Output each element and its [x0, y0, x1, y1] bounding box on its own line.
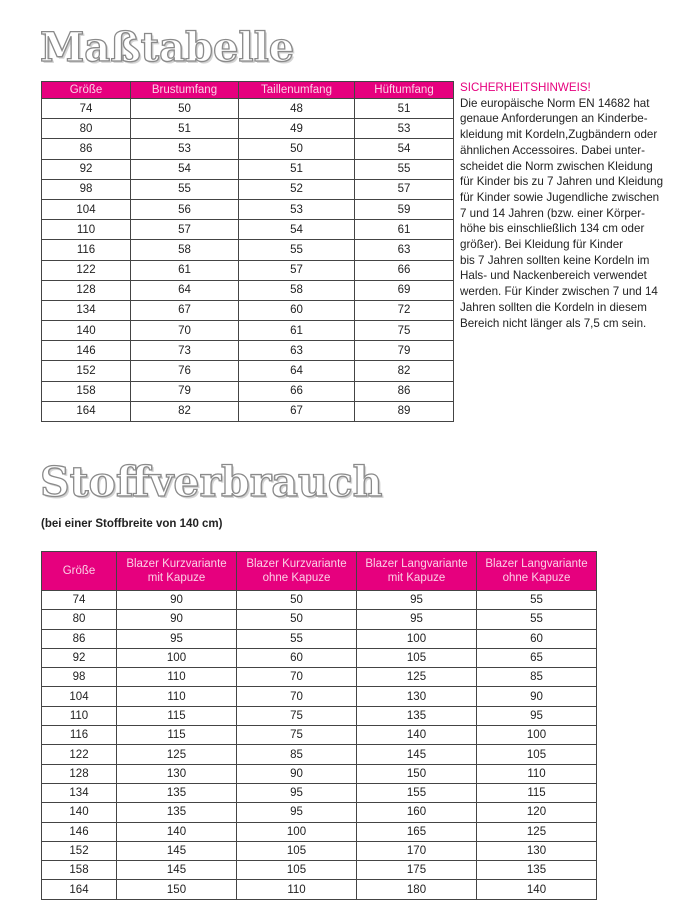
table-row	[42, 361, 454, 381]
fabric-width-note: (bei einer Stoffbreite von 140 cm)	[41, 518, 223, 530]
table-row	[42, 803, 597, 822]
table-cell: 55	[477, 591, 597, 610]
table-cell: 95	[237, 783, 357, 802]
table-cell: 50	[131, 99, 239, 119]
table-cell: 61	[131, 260, 239, 280]
table-cell: 95	[117, 629, 237, 648]
fabric-header-cell	[357, 552, 477, 591]
measure-header-cell: Brustumfang	[131, 82, 239, 99]
table-row	[42, 300, 454, 320]
table-cell: 90	[237, 764, 357, 783]
table-cell: 90	[117, 610, 237, 629]
table-cell: 140	[357, 726, 477, 745]
table-cell: 110	[117, 668, 237, 687]
table-cell: 135	[357, 706, 477, 725]
table-cell: 57	[355, 179, 454, 199]
table-cell: 48	[239, 99, 355, 119]
table-cell: 160	[357, 803, 477, 822]
table-cell: 115	[117, 706, 237, 725]
table-cell: 122	[42, 260, 131, 280]
table-cell: 82	[131, 401, 239, 421]
table-cell: 134	[42, 783, 117, 802]
header-line: Blazer Langvariante	[485, 558, 588, 570]
table-cell: 92	[42, 159, 131, 179]
fabric-usage-table-header	[42, 552, 597, 591]
table-cell: 152	[42, 361, 131, 381]
table-row	[42, 321, 454, 341]
table-cell: 164	[42, 401, 131, 421]
table-row	[42, 99, 454, 119]
table-cell: 89	[355, 401, 454, 421]
table-row	[42, 841, 597, 860]
table-cell: 57	[239, 260, 355, 280]
table-cell: 100	[477, 726, 597, 745]
table-cell: 145	[117, 861, 237, 880]
table-cell: 70	[237, 687, 357, 706]
table-cell: 158	[42, 861, 117, 880]
table-cell: 175	[357, 861, 477, 880]
table-cell: 140	[117, 822, 237, 841]
table-cell: 69	[355, 280, 454, 300]
table-cell: 57	[131, 220, 239, 240]
table-row	[42, 401, 454, 421]
table-cell: 63	[239, 341, 355, 361]
table-cell: 98	[42, 668, 117, 687]
table-cell: 52	[239, 179, 355, 199]
table-cell: 122	[42, 745, 117, 764]
safety-note-line: werden. Für Kinder zwischen 7 und 14	[460, 285, 658, 299]
table-cell: 80	[42, 610, 117, 629]
measure-header-cell: Hüftumfang	[355, 82, 454, 99]
table-row	[42, 179, 454, 199]
table-cell: 55	[355, 159, 454, 179]
table-cell: 135	[117, 803, 237, 822]
table-row	[42, 280, 454, 300]
table-row	[42, 648, 597, 667]
header-line: mit Kapuze	[387, 572, 446, 584]
table-cell: 98	[42, 179, 131, 199]
fabric-usage-table	[41, 551, 597, 900]
fabric-header-cell	[42, 552, 117, 591]
table-cell: 58	[239, 280, 355, 300]
table-cell: 110	[477, 764, 597, 783]
header-line: Größe	[62, 565, 96, 577]
table-row	[42, 591, 597, 610]
table-cell: 116	[42, 726, 117, 745]
measure-table	[41, 81, 454, 422]
table-cell: 50	[239, 139, 355, 159]
table-row	[42, 745, 597, 764]
table-cell: 146	[42, 822, 117, 841]
table-cell: 128	[42, 280, 131, 300]
table-cell: 82	[355, 361, 454, 381]
measure-header-cell: Größe	[42, 82, 131, 99]
table-cell: 135	[117, 783, 237, 802]
table-cell: 74	[42, 99, 131, 119]
table-cell: 60	[237, 648, 357, 667]
table-cell: 95	[477, 706, 597, 725]
safety-note-line: Jahren sollten die Kordeln in diesem	[460, 300, 647, 314]
table-cell: 110	[42, 706, 117, 725]
table-cell: 79	[131, 381, 239, 401]
header-line: ohne Kapuze	[502, 572, 571, 584]
table-cell: 105	[237, 861, 357, 880]
table-cell: 51	[131, 119, 239, 139]
table-cell: 125	[357, 668, 477, 687]
table-row	[42, 822, 597, 841]
table-cell: 53	[131, 139, 239, 159]
table-cell: 73	[131, 341, 239, 361]
table-cell: 64	[131, 280, 239, 300]
measure-header-cell: Taillenumfang	[239, 82, 355, 99]
table-cell: 55	[239, 240, 355, 260]
table-cell: 76	[131, 361, 239, 381]
table-cell: 75	[237, 706, 357, 725]
table-cell: 54	[355, 139, 454, 159]
measure-table-body	[42, 99, 454, 422]
table-cell: 100	[117, 648, 237, 667]
table-cell: 54	[239, 220, 355, 240]
table-cell: 164	[42, 880, 117, 899]
table-cell: 72	[355, 300, 454, 320]
safety-note	[460, 80, 675, 331]
table-cell: 116	[42, 240, 131, 260]
table-cell: 90	[117, 591, 237, 610]
safety-note-line: genaue Anforderungen an Kinderbe-	[460, 112, 648, 126]
table-cell: 135	[477, 861, 597, 880]
fabric-usage-table-body	[42, 591, 597, 900]
table-cell: 60	[477, 629, 597, 648]
table-row	[42, 240, 454, 260]
fabric-usage-heading: Stoffverbrauch	[40, 458, 383, 506]
table-cell: 155	[357, 783, 477, 802]
table-cell: 55	[237, 629, 357, 648]
table-cell: 115	[117, 726, 237, 745]
table-cell: 58	[131, 240, 239, 260]
table-cell: 158	[42, 381, 131, 401]
table-cell: 105	[477, 745, 597, 764]
table-cell: 140	[42, 321, 131, 341]
table-cell: 125	[477, 822, 597, 841]
table-cell: 50	[237, 591, 357, 610]
table-cell: 150	[357, 764, 477, 783]
table-cell: 128	[42, 764, 117, 783]
table-cell: 67	[239, 401, 355, 421]
table-cell: 79	[355, 341, 454, 361]
header-line: Blazer Langvariante	[365, 558, 468, 570]
table-cell: 51	[355, 99, 454, 119]
table-cell: 120	[477, 803, 597, 822]
table-cell: 55	[477, 610, 597, 629]
table-row	[42, 706, 597, 725]
safety-note-line: höhe bis einschließlich 134 cm oder	[460, 222, 645, 236]
safety-note-line: scheidet die Norm zwischen Kleidung	[460, 159, 653, 173]
table-cell: 150	[117, 880, 237, 899]
table-row	[42, 220, 454, 240]
table-cell: 60	[239, 300, 355, 320]
table-cell: 51	[239, 159, 355, 179]
header-line: mit Kapuze	[147, 572, 206, 584]
fabric-header-cell	[117, 552, 237, 591]
safety-note-line: Bereich nicht länger als 7,5 cm sein.	[460, 316, 647, 330]
safety-note-line: Hals- und Nackenbereich verwendet	[460, 269, 647, 283]
header-line: Blazer Kurzvariante	[246, 558, 347, 570]
table-cell: 165	[357, 822, 477, 841]
table-cell: 110	[237, 880, 357, 899]
table-cell: 152	[42, 841, 117, 860]
table-cell: 55	[131, 179, 239, 199]
table-cell: 104	[42, 687, 117, 706]
measure-table-header	[42, 82, 454, 99]
table-cell: 130	[117, 764, 237, 783]
table-cell: 74	[42, 591, 117, 610]
table-row	[42, 726, 597, 745]
table-cell: 104	[42, 199, 131, 219]
header-line: ohne Kapuze	[262, 572, 331, 584]
table-row	[42, 783, 597, 802]
safety-note-text	[460, 96, 675, 332]
table-cell: 86	[42, 139, 131, 159]
table-cell: 75	[237, 726, 357, 745]
table-cell: 145	[357, 745, 477, 764]
safety-note-line: ähnlichen Accessoires. Dabei unter-	[460, 143, 645, 157]
table-row	[42, 119, 454, 139]
table-row	[42, 764, 597, 783]
table-row	[42, 381, 454, 401]
table-cell: 66	[355, 260, 454, 280]
table-cell: 53	[355, 119, 454, 139]
table-cell: 105	[237, 841, 357, 860]
table-cell: 64	[239, 361, 355, 381]
table-row	[42, 610, 597, 629]
table-cell: 67	[131, 300, 239, 320]
safety-note-line: Die europäische Norm EN 14682 hat	[460, 96, 650, 110]
table-cell: 85	[477, 668, 597, 687]
table-cell: 70	[131, 321, 239, 341]
table-row	[42, 341, 454, 361]
table-cell: 61	[239, 321, 355, 341]
table-cell: 100	[237, 822, 357, 841]
table-cell: 63	[355, 240, 454, 260]
safety-note-line: bis 7 Jahren sollten keine Kordeln im	[460, 253, 650, 267]
table-row	[42, 629, 597, 648]
header-line: Blazer Kurzvariante	[126, 558, 227, 570]
table-cell: 110	[42, 220, 131, 240]
table-cell: 95	[357, 610, 477, 629]
table-cell: 134	[42, 300, 131, 320]
table-cell: 92	[42, 648, 117, 667]
table-cell: 50	[237, 610, 357, 629]
table-cell: 65	[477, 648, 597, 667]
table-cell: 56	[131, 199, 239, 219]
safety-note-line: kleidung mit Kordeln,Zugbändern oder	[460, 128, 658, 142]
table-row	[42, 159, 454, 179]
table-cell: 115	[477, 783, 597, 802]
table-row	[42, 199, 454, 219]
table-cell: 75	[355, 321, 454, 341]
table-cell: 95	[357, 591, 477, 610]
table-cell: 100	[357, 629, 477, 648]
table-cell: 146	[42, 341, 131, 361]
table-cell: 130	[357, 687, 477, 706]
measure-table-heading: Maßtabelle	[40, 24, 295, 71]
table-cell: 145	[117, 841, 237, 860]
table-cell: 86	[42, 629, 117, 648]
table-cell: 170	[357, 841, 477, 860]
table-cell: 61	[355, 220, 454, 240]
table-cell: 70	[237, 668, 357, 687]
table-cell: 66	[239, 381, 355, 401]
table-cell: 180	[357, 880, 477, 899]
table-row	[42, 861, 597, 880]
safety-note-line: größer). Bei Kleidung für Kinder	[460, 238, 624, 252]
table-row	[42, 687, 597, 706]
table-row	[42, 668, 597, 687]
table-cell: 95	[237, 803, 357, 822]
table-row	[42, 260, 454, 280]
fabric-header-cell	[477, 552, 597, 591]
table-cell: 130	[477, 841, 597, 860]
table-cell: 125	[117, 745, 237, 764]
table-cell: 140	[42, 803, 117, 822]
table-cell: 105	[357, 648, 477, 667]
table-row	[42, 139, 454, 159]
table-cell: 53	[239, 199, 355, 219]
safety-note-title: SICHERHEITSHINWEIS!	[460, 81, 591, 94]
table-cell: 54	[131, 159, 239, 179]
table-row	[42, 880, 597, 899]
table-cell: 85	[237, 745, 357, 764]
table-cell: 49	[239, 119, 355, 139]
table-cell: 59	[355, 199, 454, 219]
table-cell: 140	[477, 880, 597, 899]
fabric-header-cell	[237, 552, 357, 591]
safety-note-line: 7 und 14 Jahren (bzw. einer Körper-	[460, 206, 645, 220]
table-cell: 90	[477, 687, 597, 706]
safety-note-line: für Kinder bis zu 7 Jahren und Kleidung	[460, 175, 664, 189]
table-cell: 80	[42, 119, 131, 139]
table-cell: 110	[117, 687, 237, 706]
safety-note-line: für Kinder sowie Jugendliche zwischen	[460, 190, 660, 204]
table-cell: 86	[355, 381, 454, 401]
